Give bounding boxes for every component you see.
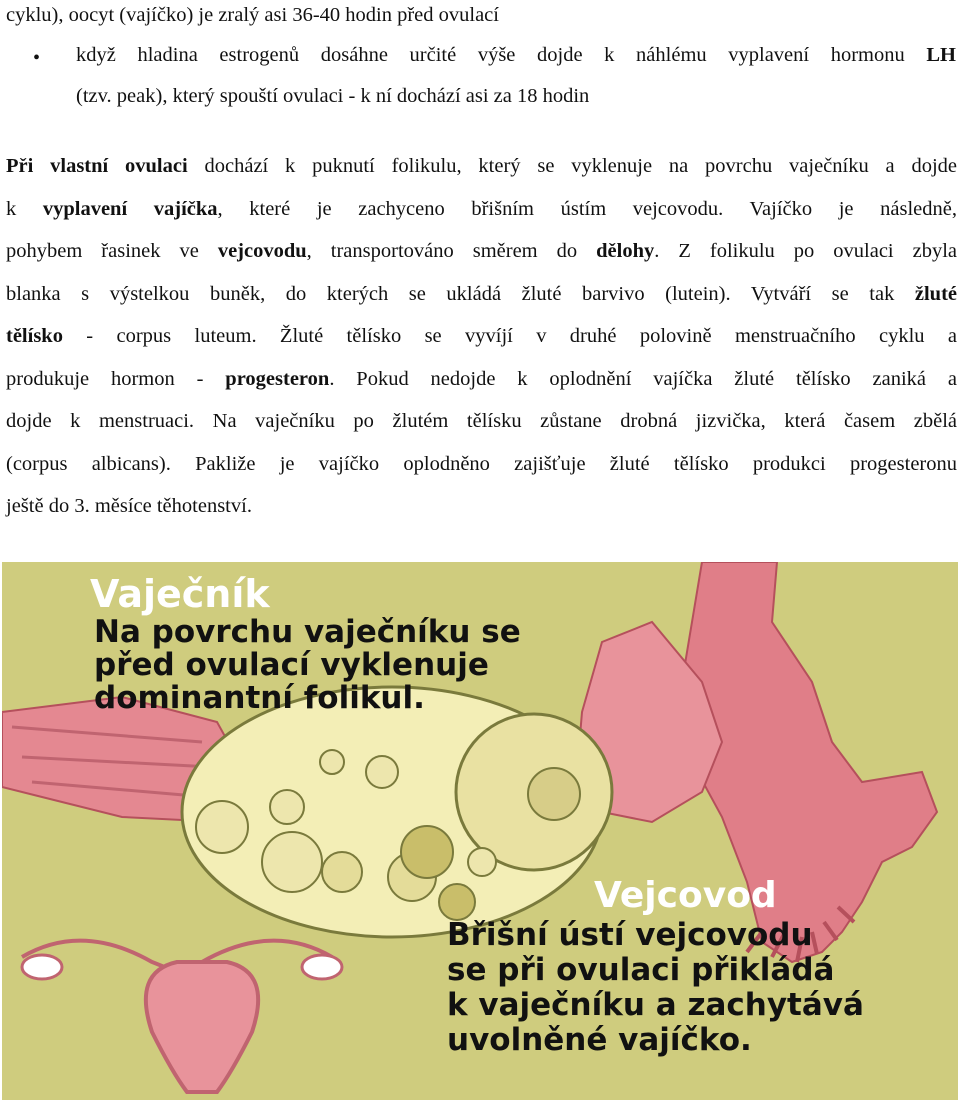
para-text: pohybem řasinek ve — [6, 240, 218, 262]
ovary-heading: Vaječník — [90, 572, 270, 616]
term-body: tělísko — [6, 325, 63, 347]
para-line — [6, 283, 957, 326]
lh-hormon: LH — [926, 44, 956, 66]
bullet-text-line1 — [76, 45, 956, 66]
para-line — [6, 453, 957, 496]
bullet-icon: • — [33, 47, 41, 69]
ovary-caption-line: před ovulací vyklenuje — [94, 647, 489, 683]
para-line — [6, 198, 957, 241]
para-text: . Z folikulu po ovulaci zbyla — [654, 240, 957, 262]
term-yellow: žluté — [914, 282, 957, 305]
tube-heading: Vejcovod — [594, 875, 777, 916]
para-line — [6, 410, 957, 453]
bullet-text-part: když hladina estrogenů dosáhne určité výše dojde k náhlému vyplavení hormonu — [76, 44, 927, 66]
ovulation-paragraph — [6, 155, 957, 538]
bullet-text-line2: (tzv. peak), který spouští ovulaci - k ní dochází asi za 18 hodin — [76, 85, 590, 107]
ovary-caption-line: Na povrchu vaječníku se — [94, 614, 521, 650]
tube-caption-line: uvolněné vajíčko. — [447, 1022, 752, 1058]
para-text: . Pokud nedojde k oplodnění vajíčka žluté tělísko zaniká a — [329, 367, 957, 390]
term-ovulation: Při vlastní ovulaci — [6, 155, 188, 177]
tube-caption-line: se při ovulaci přikládá — [447, 952, 835, 988]
para-line — [6, 155, 957, 198]
para-text: dochází k puknutí folikulu, který se vyklenuje na povrchu vaječníku a dojde — [187, 155, 957, 177]
para-line — [6, 325, 957, 368]
para-line — [6, 368, 957, 411]
term-progesterone: progesteron — [225, 367, 330, 390]
intro-line: cyklu), oocyt (vajíčko) je zralý asi 36-40 hodin před ovulací — [6, 4, 499, 26]
term-egg-release: vyplavení vajíčka — [42, 197, 218, 220]
para-text: (corpus albicans). Pakliže je vajíčko oplodněno zajišťuje žluté tělísko produkci progesteronu — [6, 452, 957, 475]
para-line — [6, 495, 957, 538]
tube-caption-line: Břišní ústí vejcovodu — [447, 917, 813, 953]
ovary-caption-line: dominantní folikul. — [94, 680, 425, 716]
para-text: , transportováno směrem do — [306, 240, 597, 262]
para-text: ještě do 3. měsíce těhotenství. — [6, 495, 252, 517]
para-text: produkuje hormon - — [6, 367, 226, 390]
term-uterus: dělohy — [596, 240, 655, 262]
para-text: - corpus luteum. Žluté tělísko se vyvíjí v druhé polovině menstruačního cyklu a — [62, 325, 957, 347]
term-tube: vejcovodu — [217, 240, 307, 262]
para-text: k — [6, 197, 43, 220]
para-line — [6, 240, 957, 283]
para-text: dojde k menstruaci. Na vaječníku po žlutém tělísku zůstane drobná jizvička, která časem zbělá — [6, 410, 957, 432]
para-text: , které je zachyceno břišním ústím vejcovodu. Vajíčko je následně, — [217, 197, 957, 220]
para-text: blanka s výstelkou buněk, do kterých se ukládá žluté barvivo (lutein). Vytváří se tak — [6, 282, 915, 305]
tube-caption-line: k vaječníku a zachytává — [447, 987, 864, 1023]
ovulation-illustration — [2, 562, 958, 1100]
